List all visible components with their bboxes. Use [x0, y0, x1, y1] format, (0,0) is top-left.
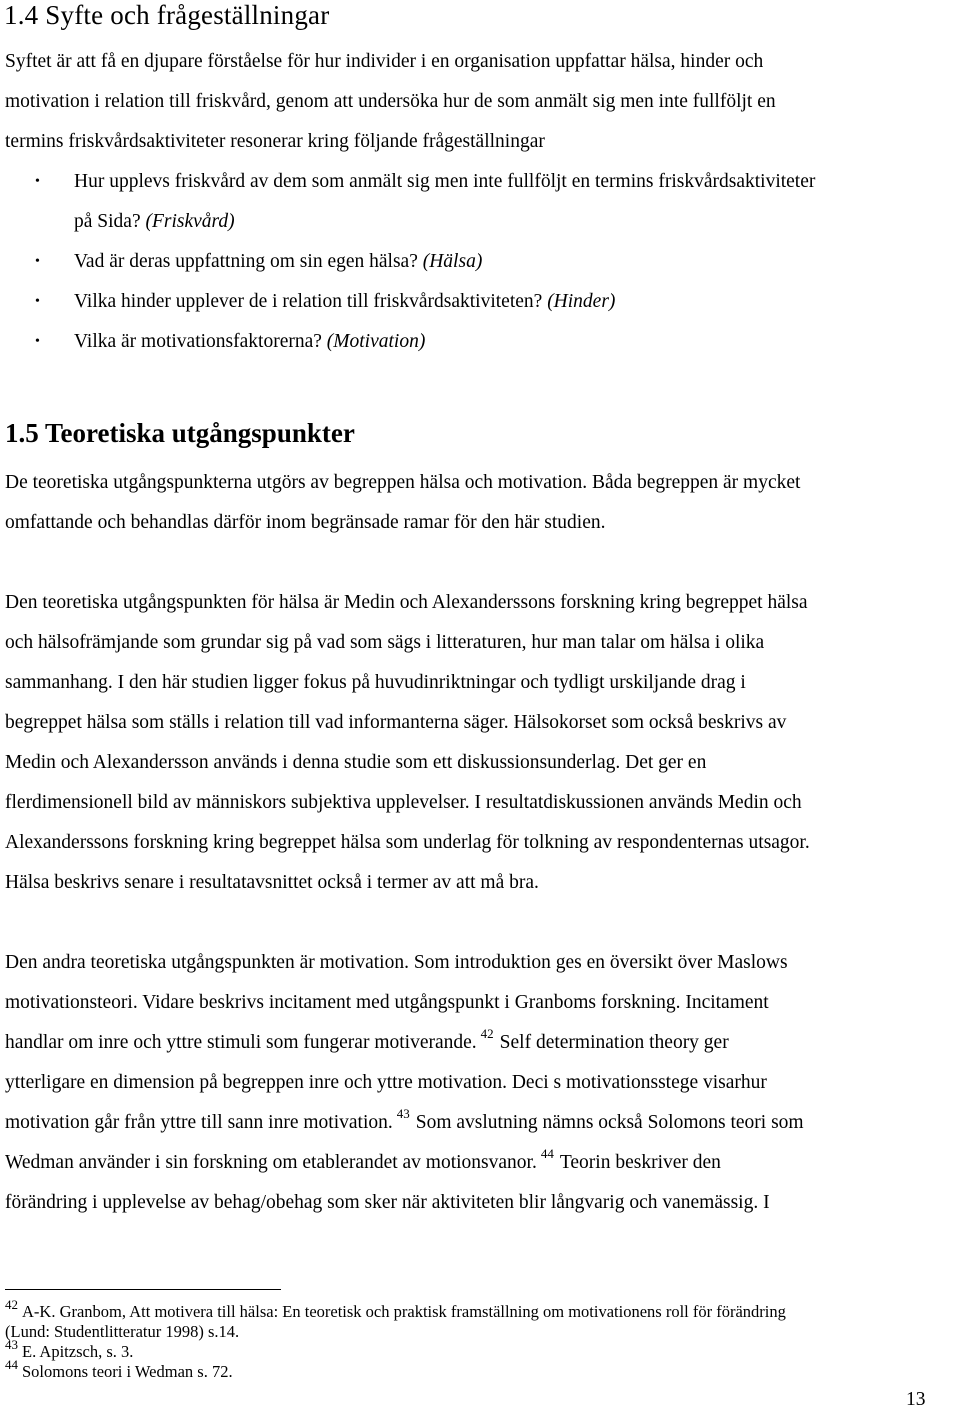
text-segment: Self determination theory ger [499, 1032, 729, 1053]
text-line: termins friskvårdsaktiviteter resonerar kring följande frågeställningar [5, 131, 545, 152]
footnote-item [5, 1322, 935, 1342]
text-line: Alexanderssons forskning kring begreppet hälsa som underlag för tolkning av respondenternas utsagor. [5, 832, 810, 853]
footnote-ref[interactable]: 44 [540, 1146, 554, 1161]
text-line: begreppet hälsa som ställs i relation till vad informanterna säger. Hälsokorset som också beskrivs av [5, 712, 787, 733]
text-line: Medin och Alexandersson används i denna studie som ett diskussionsunderlag. Det ger en [5, 752, 707, 773]
footnote-text: E. Apitzsch, s. 3. [22, 1342, 134, 1361]
question-tag: (Hinder) [547, 291, 616, 312]
footnote-divider [5, 1289, 281, 1290]
question-tag: (Motivation) [326, 331, 426, 352]
footnote-text: A-K. Granbom, Att motivera till hälsa: En teoretisk och praktisk framställning om motivationens roll för förändring [22, 1302, 786, 1321]
text-line: sammanhang. I den här studien ligger fokus på huvudinriktningar och tydligt urskiljande drag i [5, 672, 746, 693]
text-line: förändring i upplevelse av behag/obehag som sker när aktiviteten blir långvarig och vanemässig. I [5, 1192, 770, 1213]
text-line: Den teoretiska utgångspunkten för hälsa är Medin och Alexanderssons forskning kring begreppet hälsa [5, 592, 808, 613]
research-questions-list [0, 162, 960, 362]
text-segment: Wedman använder i sin forskning om etablerandet av motionsvanor. [5, 1152, 537, 1173]
theory-paragraph-1 [5, 463, 960, 543]
list-item [0, 242, 960, 282]
footnote-ref[interactable]: 43 [396, 1106, 410, 1121]
text-segment: Teorin beskriver den [559, 1152, 721, 1173]
footnote-number: 44 [5, 1357, 18, 1372]
text-line: Hälsa beskrivs senare i resultatavsnittet också i termer av att må bra. [5, 872, 539, 893]
footnote-text: (Lund: Studentlitteratur 1998) s.14. [5, 1322, 240, 1341]
list-item [0, 282, 960, 322]
question-text: Vilka hinder upplever de i relation till friskvårdsaktiviteten? [74, 291, 548, 312]
bullet-icon: • [35, 254, 40, 269]
footnote-number: 42 [5, 1297, 18, 1312]
footnote-text: Solomons teori i Wedman s. 72. [22, 1362, 233, 1381]
text-line: ytterligare en dimension på begreppen inre och yttre motivation. Deci s motivationsstege visarhur [5, 1072, 767, 1093]
list-item [0, 322, 960, 362]
page-number: 13 [906, 1389, 926, 1410]
text-line: motivation i relation till friskvård, genom att undersöka hur de som anmält sig men inte fullföljt en [5, 91, 776, 112]
intro-paragraph [5, 42, 960, 162]
bullet-icon: • [35, 294, 40, 309]
text-line: Den andra teoretiska utgångspunkten är motivation. Som introduktion ges en översikt över Maslows [5, 952, 788, 973]
theory-paragraph-3 [5, 943, 960, 1223]
bullet-icon: • [35, 174, 40, 189]
question-tag: (Hälsa) [422, 251, 483, 272]
text-line [5, 1143, 960, 1183]
list-item [0, 162, 960, 242]
text-line [5, 1023, 960, 1063]
theory-paragraph-2 [5, 583, 960, 903]
text-segment: handlar om inre och yttre stimuli som fungerar motiverande. [5, 1032, 477, 1053]
section-heading-teoretiska: 1.5 Teoretiska utgångspunkter [5, 418, 355, 448]
text-line: och hälsofrämjande som grundar sig på vad som sägs i litteraturen, hur man talar om hälsa i olika [5, 632, 765, 653]
question-text: Vad är deras uppfattning om sin egen hälsa? [74, 251, 423, 272]
question-text: Vilka är motivationsfaktorerna? [74, 331, 327, 352]
question-text: på Sida? [74, 211, 146, 232]
section-heading-syfte: 1.4 Syfte och frågeställningar [4, 0, 330, 30]
bullet-icon: • [35, 334, 40, 349]
footnote-item [5, 1357, 935, 1382]
question-tag: (Friskvård) [145, 211, 235, 232]
footnote-ref[interactable]: 42 [480, 1026, 494, 1041]
footnote-item [5, 1337, 935, 1362]
text-segment: Som avslutning nämns också Solomons teori som [415, 1112, 804, 1133]
footnote-number: 43 [5, 1337, 18, 1352]
text-line: Syftet är att få en djupare förståelse för hur individer i en organisation uppfattar hälsa, hinder och [5, 51, 764, 72]
text-line [5, 1103, 960, 1143]
text-line: flerdimensionell bild av människors subjektiva upplevelser. I resultatdiskussionen används Medin och [5, 792, 802, 813]
footnote-item [5, 1297, 935, 1322]
text-line: motivationsteori. Vidare beskrivs incitament med utgångspunkt i Granboms forskning. Incitament [5, 992, 769, 1013]
text-line: De teoretiska utgångspunkterna utgörs av begreppen hälsa och motivation. Båda begreppen är mycket [5, 472, 801, 493]
text-segment: motivation går från yttre till sann inre motivation. [5, 1112, 393, 1133]
question-text: Hur upplevs friskvård av dem som anmält sig men inte fullföljt en termins friskvårdsaktiviteter [74, 171, 816, 192]
text-line: omfattande och behandlas därför inom begränsade ramar för den här studien. [5, 512, 606, 533]
footnotes [5, 1297, 935, 1382]
